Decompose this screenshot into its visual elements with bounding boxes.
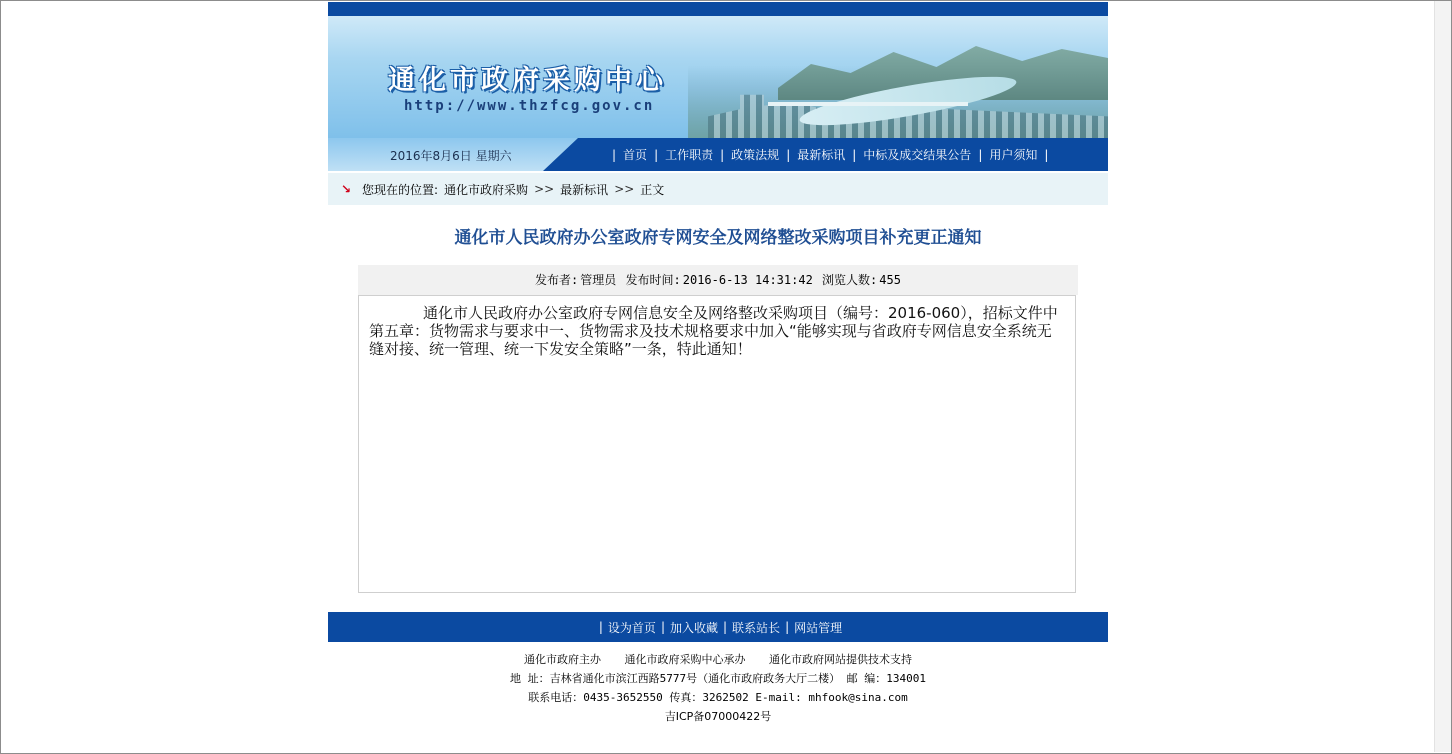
- nav-item-latest-bids[interactable]: 最新标讯: [797, 148, 846, 162]
- publisher-label: 发布者:: [535, 273, 579, 287]
- nav-separator: |: [654, 147, 659, 162]
- footer-separator: |: [723, 620, 728, 634]
- article-meta: [358, 265, 1078, 295]
- set-homepage-link[interactable]: 设为首页: [607, 620, 656, 635]
- page-container: [328, 2, 1108, 726]
- nav-separator: |: [978, 147, 983, 162]
- nav-separator: |: [612, 147, 617, 162]
- site-admin-link[interactable]: 网站管理: [794, 620, 843, 635]
- footer-separator: |: [598, 620, 603, 634]
- nav-item-award-notices[interactable]: 中标及成交结果公告: [863, 148, 972, 162]
- banner-bridge-image: [768, 102, 968, 106]
- breadcrumb-current: 正文: [640, 182, 665, 197]
- footer-icp: 吉ICP备07000422号: [664, 710, 772, 723]
- footer-address: 地 址：吉林省通化市滨江西路5777号（通化市政府政务大厅二楼） 邮 编：134001: [509, 672, 927, 685]
- breadcrumb-link-latest[interactable]: 最新标讯: [560, 182, 609, 197]
- footer-organizer: 通化市政府采购中心承办: [624, 653, 746, 666]
- main-nav-bar: [328, 138, 1108, 171]
- article-paragraph: 通化市人民政府办公室政府专网信息安全及网络整改采购项目（编号：2016-060），招标文件中第五章：货物需求与要求中一、货物需求及技术规格要求中加入“能够实现与省政府专网信息安全系统无缝对接、统一管理、统一下发安全策略”一条，特此通知！: [369, 304, 1058, 358]
- nav-item-home[interactable]: 首页: [623, 148, 648, 162]
- nav-separator: |: [1044, 147, 1049, 162]
- top-strip: [328, 2, 1108, 16]
- footer-info: [328, 650, 1108, 726]
- vertical-scrollbar[interactable]: [1434, 1, 1451, 752]
- site-url: http://www.thzfcg.gov.cn: [404, 98, 655, 114]
- nav-item-user-guide[interactable]: 用户须知: [989, 148, 1038, 162]
- nav-item-policies[interactable]: 政策法规: [731, 148, 780, 162]
- nav-separator: |: [786, 147, 791, 162]
- footer-separator: |: [660, 620, 665, 634]
- site-title: 通化市政府采购中心: [388, 65, 667, 96]
- add-favorite-link[interactable]: 加入收藏: [669, 620, 718, 635]
- views-label: 浏览人数:: [822, 273, 878, 287]
- publisher: 管理员: [580, 273, 617, 287]
- contact-webmaster-link[interactable]: 联系站长: [732, 620, 781, 635]
- nav-separator: |: [720, 147, 725, 162]
- nav-separator: |: [852, 147, 857, 162]
- footer-contact: 联系电话：0435-3652550 传真：3262502 E-mail: mhfook@sina.com: [528, 691, 908, 704]
- footer-separator: |: [785, 620, 790, 634]
- footer-sponsors: [328, 650, 1108, 669]
- view-count: 455: [879, 273, 901, 287]
- site-banner: [328, 16, 1108, 138]
- publish-time-label: 发布时间:: [625, 273, 681, 287]
- breadcrumb-prefix: 您现在的位置:: [362, 182, 439, 197]
- breadcrumb-link-procurement[interactable]: 通化市政府采购: [444, 182, 529, 197]
- footer-sponsor: 通化市政府主办: [524, 653, 601, 666]
- breadcrumb-separator: >>: [534, 182, 555, 196]
- article-title: 通化市人民政府办公室政府专网安全及网络整改采购项目补充更正通知: [454, 228, 982, 248]
- breadcrumb: [328, 173, 1108, 205]
- main-nav: [608, 138, 1052, 171]
- red-arrow-icon: ↘: [341, 182, 352, 196]
- article-body: [358, 295, 1076, 593]
- footer-nav-bar: [328, 612, 1108, 642]
- breadcrumb-separator: >>: [614, 182, 635, 196]
- current-date: 2016年8月6日 星期六: [390, 149, 512, 163]
- footer-tech-support: 通化市政府网站提供技术支持: [769, 653, 912, 666]
- nav-item-duties[interactable]: 工作职责: [665, 148, 714, 162]
- publish-time: 2016-6-13 14:31:42: [682, 273, 813, 287]
